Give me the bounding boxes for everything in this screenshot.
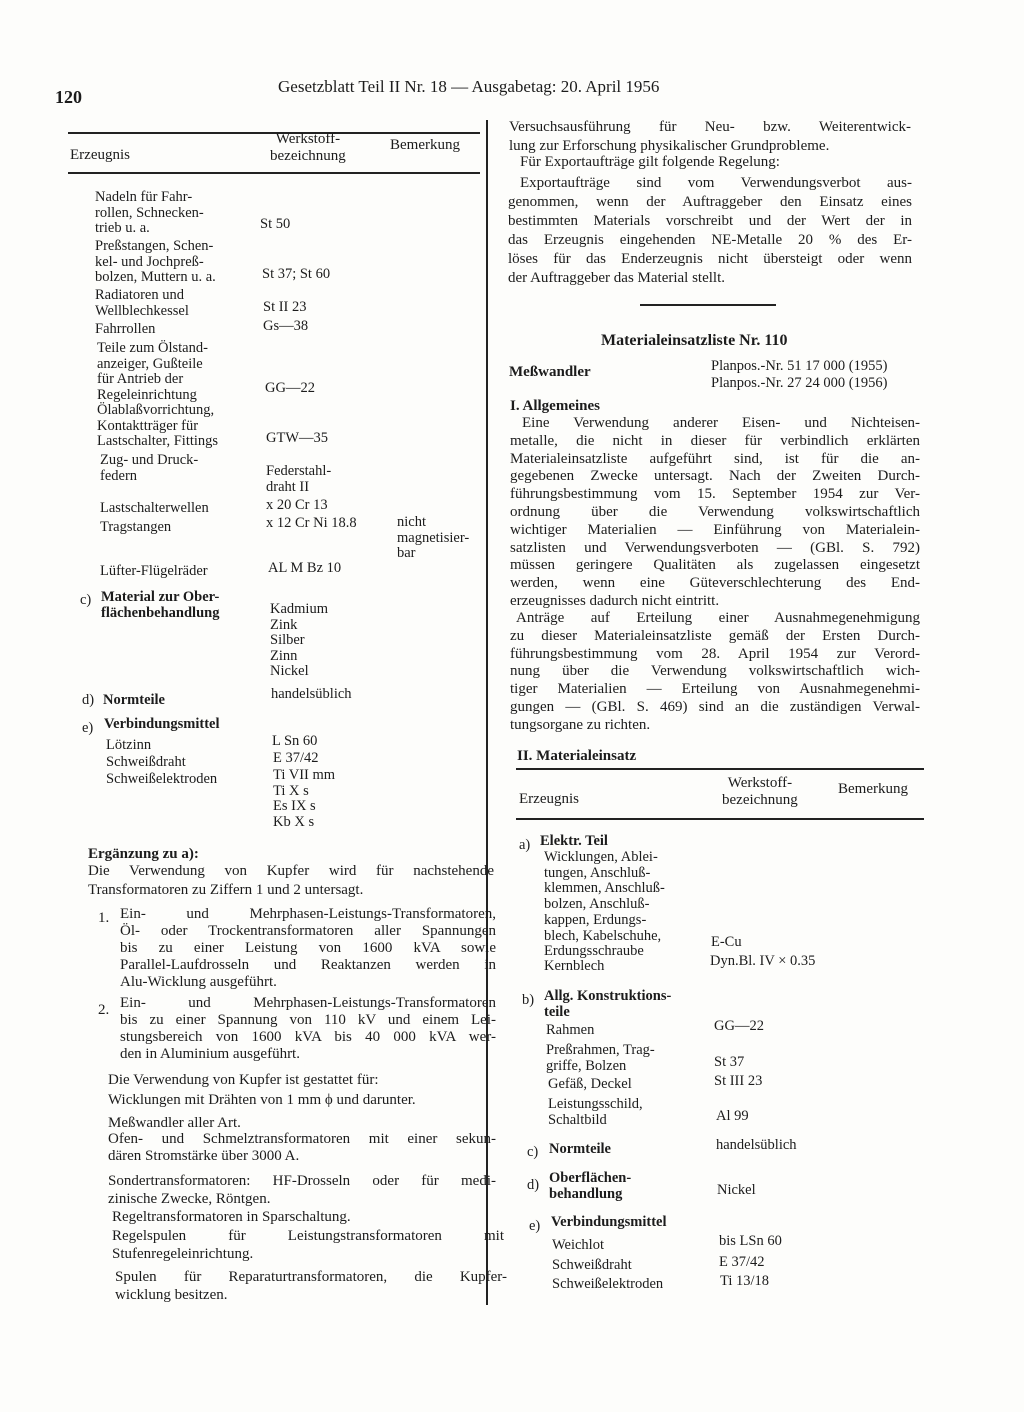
allowed-item: [108, 1172, 496, 1208]
export-paragraph: [508, 174, 912, 288]
table-row-material: L Sn 60: [272, 733, 318, 749]
section-heading: II. Materialeinsatz: [517, 748, 637, 764]
text-line: Anträge auf Erteilung einer Ausnahmegenehmigung: [516, 610, 920, 626]
section-letter: d): [82, 692, 95, 708]
ergaenzung-heading: Ergänzung zu a):: [88, 846, 199, 862]
section-letter: d): [527, 1177, 540, 1193]
table-row-material: St 37: [714, 1054, 745, 1070]
item-number: 2.: [98, 1002, 110, 1018]
col-header-product: Erzeugnis: [70, 147, 130, 163]
page-number: 120: [55, 87, 82, 107]
text-line: metalle, die nicht in dieser für verbindlich erklärten: [510, 432, 920, 449]
ergaenzung-item-2: [120, 995, 496, 1063]
general-paragraph-1: [510, 415, 920, 611]
table-row-material: x 12 Cr Ni 18.8: [266, 515, 357, 531]
allowed-item: [108, 1091, 496, 1110]
text-line: Parallel-Laufdrosseln und Reaktanzen werden in: [120, 957, 496, 973]
planpos-line: Planpos.-Nr. 51 17 000 (1955): [711, 358, 888, 374]
text-line: Ein- und Mehrphasen-Leistungs-Transformatoren,: [120, 906, 496, 922]
col-header-remark: Bemerkung: [390, 137, 460, 153]
research-paragraph: [509, 118, 911, 156]
table-row-material: E 37/42: [719, 1254, 765, 1270]
col-header-remark: Bemerkung: [838, 781, 908, 797]
allowed-item: [108, 1131, 496, 1165]
text-line: bestimmten Materials vorschreibt und der Wert der in: [508, 213, 912, 229]
table-row-product: Schweißelektroden: [106, 771, 218, 787]
text-line: satzlisten und Verwendungsverboten — (GBl. S. 792): [510, 539, 920, 556]
text-line: Ofen- und Schmelztransformatoren mit einer sekun-: [108, 1131, 496, 1147]
section-material: handelsüblich: [271, 686, 352, 702]
table-row-product: Preßstangen, Schen- kel- und Jochpreß- bolzen, Muttern u. a.: [95, 238, 216, 285]
table-row-product: Weichlot: [552, 1237, 604, 1253]
text-line: zu dieser Materialeinsatzliste gemäß der Ersten Durch-: [510, 627, 920, 644]
text-line: nung über die Verwendung volkswirtschaftlich wich-: [510, 663, 920, 680]
text-line: Spulen für Reparaturtransformatoren, die Kupfer-: [115, 1269, 507, 1285]
text-line: führungsbestimmung vom 15. September 1954 zur Ver-: [510, 486, 920, 503]
table-row-product: Lötzinn: [106, 737, 152, 753]
table-row-material: E 37/42: [273, 750, 319, 766]
text-line: erzeugnisses dadurch nicht eintritt.: [510, 592, 720, 609]
text-line: müssen geringere Qualitäten als zugelassen eingesetzt: [510, 557, 920, 574]
section-letter: c): [80, 592, 92, 608]
section-label: Elektr. Teil: [540, 833, 608, 849]
table-row-material: Ti VII mm Ti X s Es IX s Kb X s: [273, 767, 336, 830]
col-header-material: Werkstoff- bezeichnung: [270, 131, 346, 164]
ergaenzung-item-1: [120, 906, 496, 991]
section-label: Verbindungsmittel: [551, 1214, 667, 1230]
table-header-rule: [516, 818, 924, 820]
text-line: lung zur Erforschung physikalischer Grundprobleme.: [509, 138, 830, 154]
table-row-material: Ti 13/18: [720, 1273, 770, 1289]
table-row-material: Gs—38: [263, 318, 309, 334]
table-row-product: Tragstangen: [100, 519, 172, 535]
section-label: Normteile: [103, 692, 165, 708]
allowed-item: [112, 1227, 504, 1263]
text-line: tiger Materialien — Erteilung von Ausnahmegenehmi-: [510, 681, 920, 698]
table-row-material: GTW—35: [266, 430, 329, 446]
general-paragraph-2: [510, 610, 920, 735]
table-row-product: Schweißdraht: [106, 754, 186, 770]
item-number: 1.: [98, 910, 110, 926]
table-row-product: Gefäß, Deckel: [548, 1076, 632, 1092]
table-row-product: Schweißdraht: [552, 1257, 632, 1273]
planpos-line: Planpos.-Nr. 27 24 000 (1956): [711, 375, 888, 391]
section-label: Material zur Ober- flächenbehandlung: [101, 589, 220, 621]
text-line: dären Stromstärke über 3000 A.: [108, 1148, 300, 1164]
text-line: zinische Zwecke, Röntgen.: [108, 1191, 271, 1207]
section-letter: e): [82, 720, 94, 736]
running-header: Gesetzblatt Teil II Nr. 18 — Ausgabetag: 20. April 1956: [278, 77, 660, 96]
list-subject: Meßwandler: [509, 364, 591, 380]
table-row-material: AL M Bz 10: [268, 560, 342, 576]
text-line: das Erzeugnis eingehenden NE-Metalle 20 % des Er-: [508, 232, 912, 248]
table-row-material: E-Cu: [711, 934, 742, 950]
table-row-product: Zug- und Druck- federn: [100, 452, 199, 484]
table-row-product: Schweißelektroden: [552, 1276, 664, 1292]
table-header-rule: [68, 172, 480, 174]
text-line: Eine Verwendung anderer Eisen- und Nichteisen-: [522, 415, 920, 431]
section-materials: Kadmium Zink Silber Zinn Nickel: [270, 601, 328, 679]
text-line: Ein- und Mehrphasen-Leistungs-Transformatoren: [120, 995, 496, 1011]
section-label: Normteile: [549, 1141, 611, 1157]
export-intro: Für Exportaufträge gilt folgende Regelung:: [520, 154, 780, 170]
text-line: Meßwandler aller Art.: [108, 1115, 241, 1131]
table-row-material: St III 23: [714, 1073, 763, 1089]
table-row-remark: nicht magnetisier- bar: [397, 514, 470, 561]
section-label: Allg. Konstruktions- teile: [544, 988, 672, 1020]
table-row-material: St 50: [260, 216, 291, 232]
text-line: Regelspulen für Leistungstransformatoren mit: [112, 1228, 504, 1244]
table-row-material: bis LSn 60: [719, 1233, 782, 1249]
text-line: bis zu einer Leistung von 1600 kVA sowie: [120, 940, 496, 956]
table-row-material: x 20 Cr 13: [266, 497, 328, 513]
table-row-product: Kernblech: [544, 958, 605, 974]
text-line: Materialeinsatzliste aufgeführt sind, ist für die an-: [510, 450, 920, 467]
table-row-material: Nickel: [717, 1182, 756, 1198]
table-row-product: Fahrrollen: [95, 321, 156, 337]
col-header-product: Erzeugnis: [519, 791, 579, 807]
text-line: tungsorgane zu richten.: [510, 716, 651, 733]
text-line: Die Verwendung von Kupfer wird für nachstehende: [88, 863, 494, 879]
table-row-material: Federstahl- draht II: [266, 463, 332, 495]
section-letter: c): [527, 1144, 539, 1160]
table-row-product: Ölablaßvorrichtung, Kontaktträger für Lastschalter, Fittings: [97, 402, 219, 449]
ergaenzung-intro: [88, 862, 494, 900]
text-line: Exportaufträge sind vom Verwendungsverbot aus-: [520, 175, 912, 191]
text-line: genommen, wenn der Auftraggeber den Einsatz eines: [508, 194, 912, 210]
text-line: Wicklungen mit Drähten von 1 mm ϕ und darunter.: [108, 1092, 416, 1108]
text-line: wichtiger Materialien — Einführung von Materialein-: [510, 521, 920, 538]
table-row-material: GG—22: [714, 1018, 764, 1034]
table-row-product: Preßrahmen, Trag- griffe, Bolzen: [546, 1042, 655, 1074]
text-line: wicklung besitzen.: [115, 1287, 228, 1303]
allowed-item: [115, 1268, 507, 1304]
table-row-product: Lüfter-Flügelräder: [100, 563, 208, 579]
text-line: ordnung über die Verwendung volkswirtschaftlich: [510, 503, 920, 520]
text-line: Stufenregeleinrichtung.: [112, 1246, 254, 1262]
text-line: bis zu einer Spannung von 110 kV und einem Lei-: [120, 1012, 496, 1028]
table-row-material: GG—22: [265, 380, 315, 396]
text-line: Regeltransformatoren in Sparschaltung.: [112, 1209, 351, 1225]
text-line: werden, wenn eine Güteverschlechterung des End-: [510, 575, 920, 592]
table-row-product: Leistungsschild, Schaltbild: [548, 1096, 643, 1128]
text-line: gegebenen Zwecke untersagt. Nach der Zweiten Durch-: [510, 468, 920, 485]
text-line: den in Aluminium ausgeführt.: [120, 1046, 300, 1062]
table-row-material: St II 23: [263, 299, 307, 315]
table-row-product: Wicklungen, Ablei- tungen, Anschluß- klemmen, Anschluß- bolzen, Anschluß- kappen, Erdungs- blech, Kabelschuhe, Erdungsschraube: [544, 849, 665, 960]
list-title: Materialeinsatzliste Nr. 110: [601, 332, 788, 349]
section-letter: b): [522, 992, 535, 1008]
table-row-product: Nadeln für Fahr- rollen, Schnecken- trieb u. a.: [95, 189, 204, 236]
table-row-product: Lastschalterwellen: [100, 500, 209, 516]
text-line: stungsbereich von 1600 kVA bis 40 000 kVA wer-: [120, 1029, 496, 1045]
table-row-product: Radiatoren und Wellblechkessel: [95, 287, 189, 319]
table-row-material: St 37; St 60: [262, 266, 331, 282]
table-top-rule: [516, 768, 924, 770]
text-line: Versuchsausführung für Neu- bzw. Weiterentwick-: [509, 119, 911, 135]
text-line: Alu-Wicklung ausgeführt.: [120, 974, 277, 990]
text-line: Transformatoren zu Ziffern 1 und 2 untersagt.: [88, 882, 364, 898]
section-label: Verbindungsmittel: [104, 716, 220, 732]
text-line: Sondertransformatoren: HF-Drosseln oder für medi-: [108, 1173, 496, 1189]
section-separator: [640, 304, 776, 306]
table-row-material: Dyn.Bl. IV × 0.35: [710, 953, 816, 969]
text-line: Öl- oder Trockentransformatoren aller Spannungen: [120, 923, 496, 939]
section-label: Oberflächen- behandlung: [549, 1170, 632, 1202]
table-row-product: Rahmen: [546, 1022, 595, 1038]
col-header-material: Werkstoff- bezeichnung: [722, 775, 798, 808]
table-row-product: Teile zum Ölstand- anzeiger, Gußteile für Antrieb der Regeleinrichtung: [97, 340, 208, 403]
section-letter: e): [529, 1218, 541, 1234]
text-line: gungen — (GBl. S. 469) sind an die zuständigen Verwal-: [510, 698, 920, 715]
table-row-material: handelsüblich: [716, 1137, 797, 1153]
section-heading: I. Allgemeines: [510, 398, 600, 414]
section-letter: a): [519, 837, 531, 853]
text-line: der Auftraggeber das Material stellt.: [508, 270, 726, 286]
allowed-intro: Die Verwendung von Kupfer ist gestattet für:: [108, 1072, 379, 1088]
text-line: löses für das Enderzeugnis nicht übersteigt oder wenn: [508, 251, 912, 267]
allowed-item: [112, 1208, 496, 1227]
text-line: führungsbestimmung vom 28. April 1954 zur Verord-: [510, 645, 920, 662]
table-row-material: Al 99: [716, 1108, 749, 1124]
